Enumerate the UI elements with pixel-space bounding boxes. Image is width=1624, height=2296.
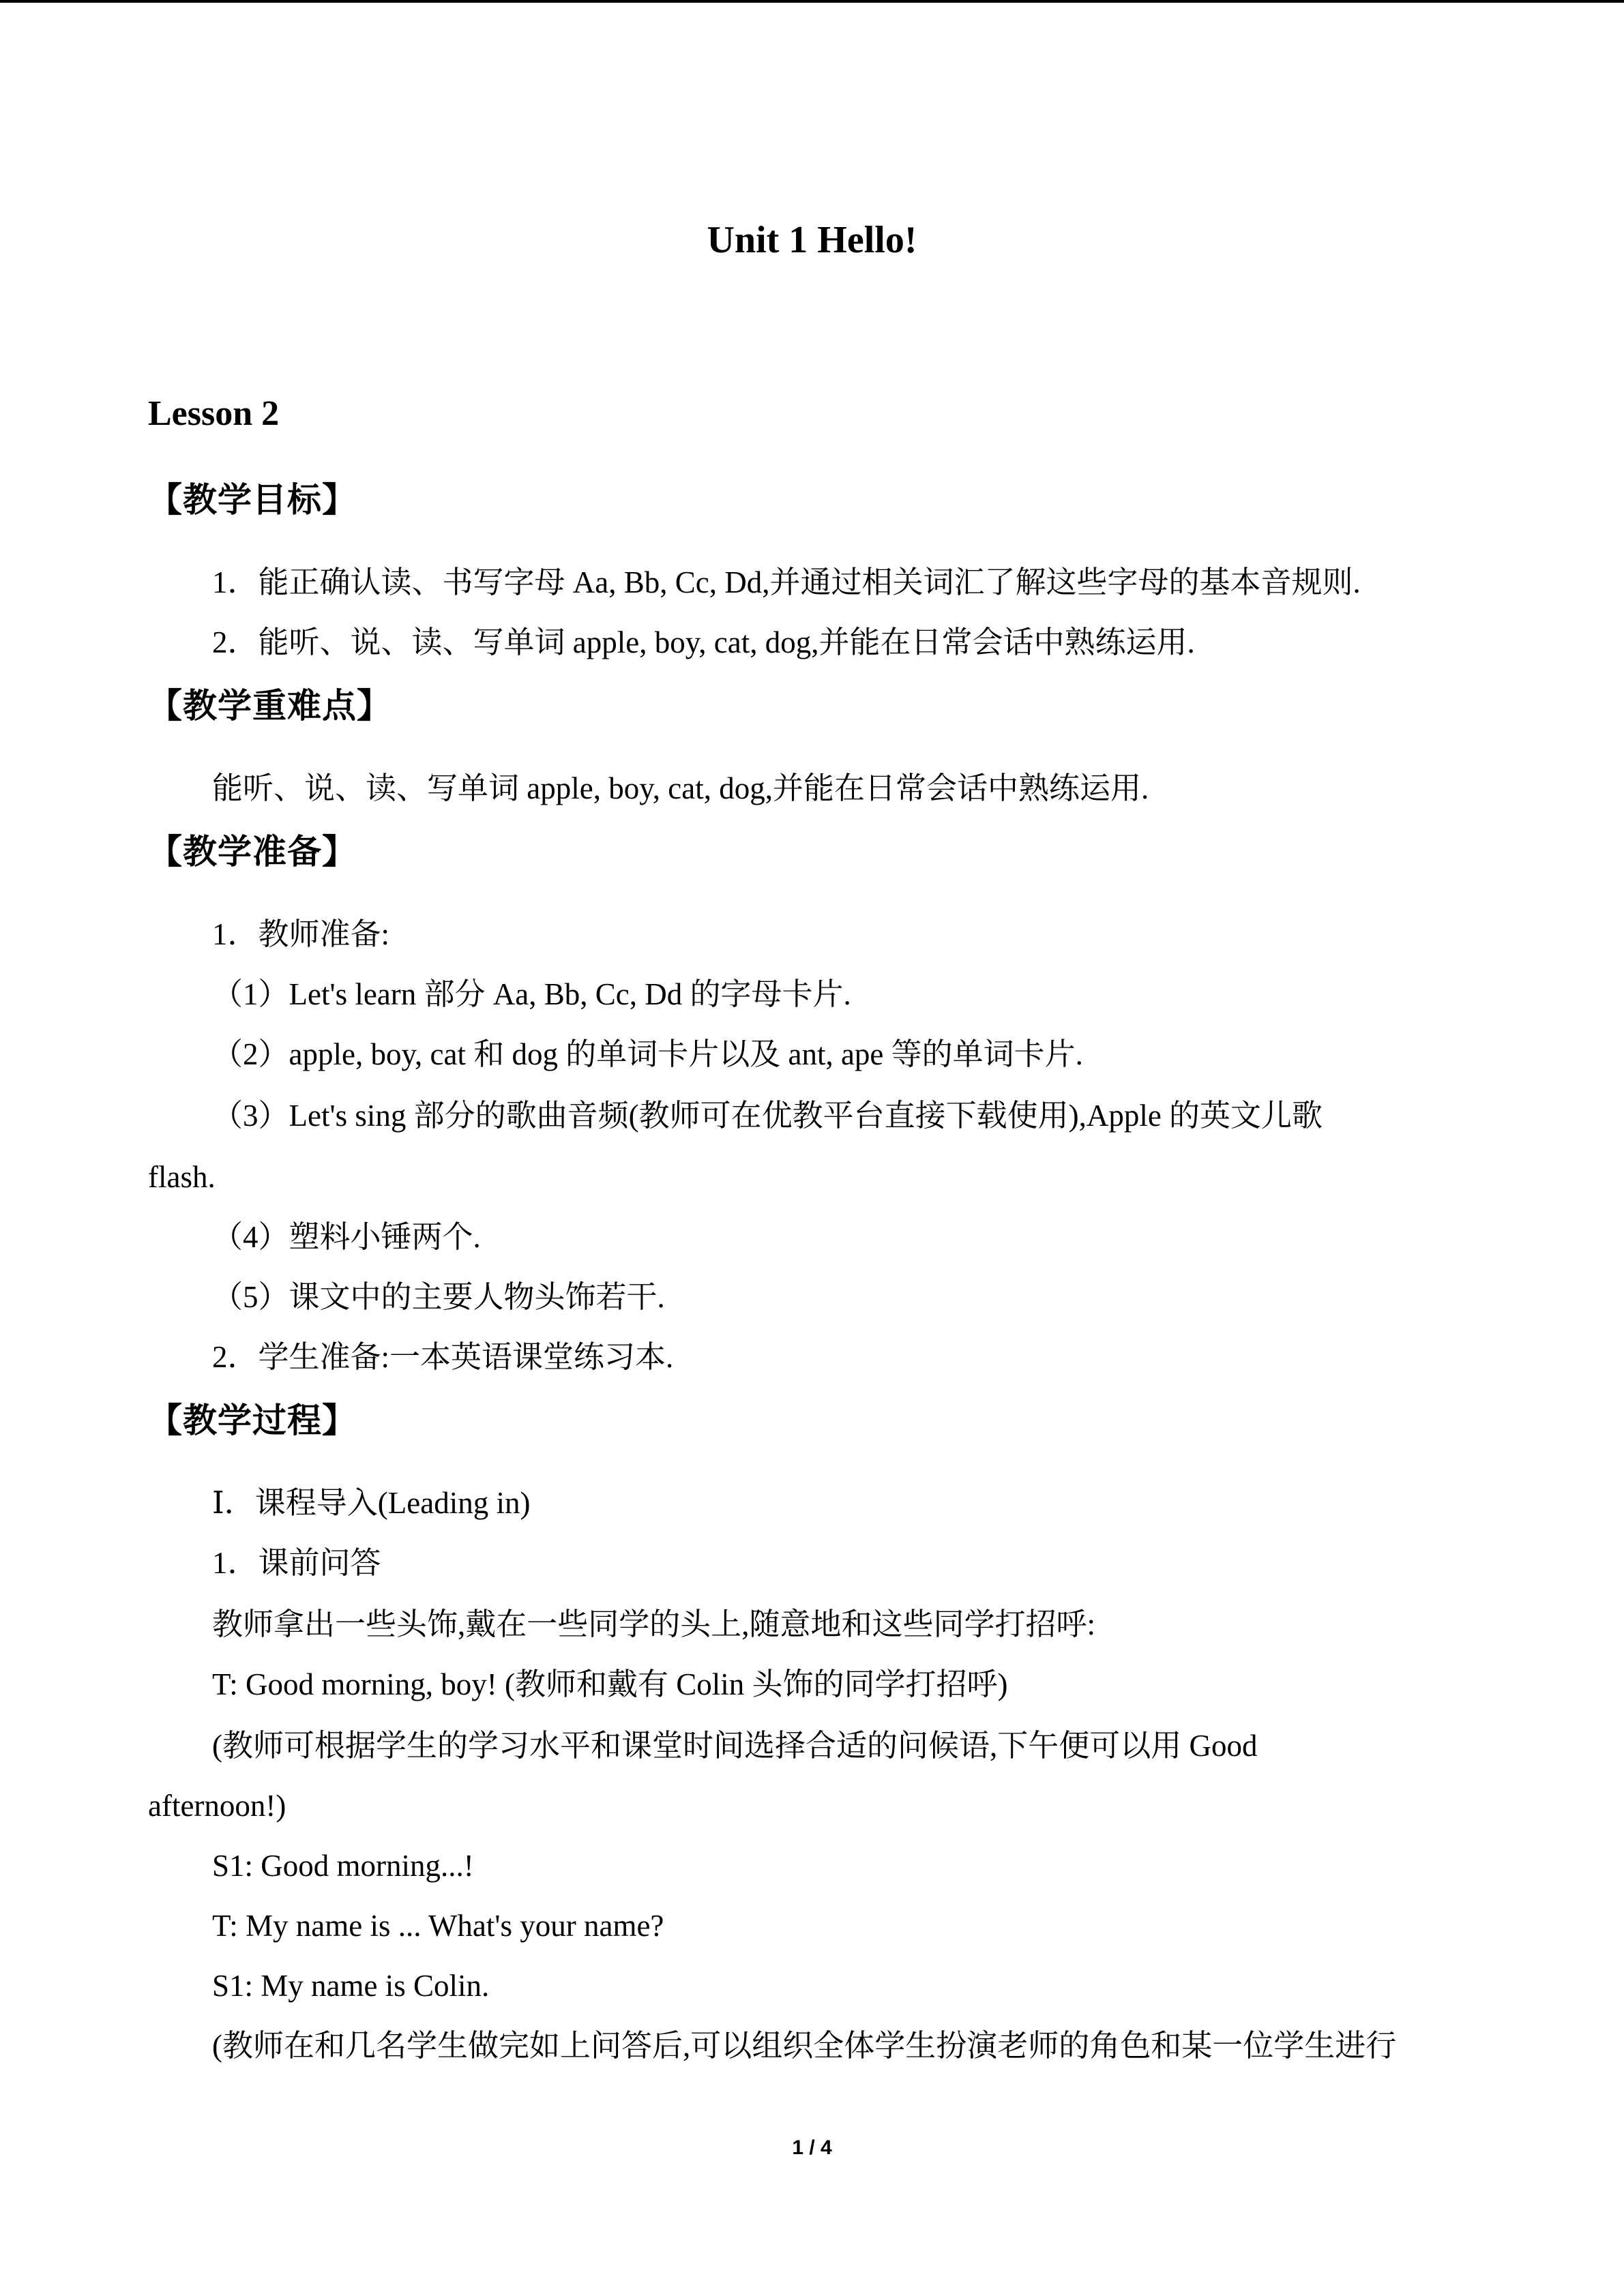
process-line: 教师拿出一些头饰,戴在一些同学的头上,随意地和这些同学打招呼: bbox=[212, 1607, 1096, 1641]
page-top-border bbox=[0, 0, 1624, 3]
section-heading-process: 【教学过程】 bbox=[148, 1401, 357, 1440]
teacher-prep-item: （4）塑料小锤两个. bbox=[212, 1220, 481, 1254]
teacher-prep-item-continuation: flash. bbox=[148, 1160, 216, 1194]
document-title: Unit 1 Hello! bbox=[707, 219, 917, 261]
teacher-prep-item: （5）课文中的主要人物头饰若干. bbox=[212, 1280, 665, 1314]
process-line: Ⅰ．课程导入(Leading in) bbox=[212, 1486, 531, 1520]
process-line: S1: My name is Colin. bbox=[212, 1969, 490, 2003]
process-line: S1: Good morning...! bbox=[212, 1849, 474, 1883]
page-number: 1 / 4 bbox=[792, 2136, 832, 2159]
process-line: 1．课前问答 bbox=[212, 1546, 381, 1580]
teacher-prep-item: （3）Let's sing 部分的歌曲音频(教师可在优教平台直接下载使用),Apple 的英文儿歌 bbox=[212, 1099, 1323, 1133]
process-line: T: My name is ... What's your name? bbox=[212, 1909, 664, 1943]
section-heading-key-points: 【教学重难点】 bbox=[148, 686, 392, 726]
objective-item: 1．能正确认读、书写字母 Aa, Bb, Cc, Dd,并通过相关词汇了解这些字母的基本音规则. bbox=[212, 565, 1361, 599]
lesson-heading: Lesson 2 bbox=[148, 394, 280, 433]
teacher-prep-item: （2）apple, boy, cat 和 dog 的单词卡片以及 ant, ape 等的单词卡片. bbox=[212, 1037, 1083, 1071]
process-line-continuation: afternoon!) bbox=[148, 1789, 286, 1823]
objective-item: 2．能听、说、读、写单词 apple, boy, cat, dog,并能在日常会话中熟练运用. bbox=[212, 625, 1195, 659]
process-line: (教师可根据学生的学习水平和课堂时间选择合适的问候语,下午便可以用 Good bbox=[212, 1729, 1258, 1763]
process-line: (教师在和几名学生做完如上问答后,可以组织全体学生扮演老师的角色和某一位学生进行 bbox=[212, 2029, 1397, 2063]
process-line: T: Good morning, boy! (教师和戴有 Colin 头饰的同学打招呼) bbox=[212, 1667, 1008, 1701]
section-heading-objectives: 【教学目标】 bbox=[148, 480, 357, 520]
section-heading-preparation: 【教学准备】 bbox=[148, 832, 357, 871]
teacher-prep-title: 1．教师准备: bbox=[212, 917, 390, 951]
student-prep-item: 2．学生准备:一本英语课堂练习本. bbox=[212, 1340, 674, 1374]
key-points-text: 能听、说、读、写单词 apple, boy, cat, dog,并能在日常会话中熟练运用. bbox=[212, 771, 1149, 805]
teacher-prep-item: （1）Let's learn 部分 Aa, Bb, Cc, Dd 的字母卡片. bbox=[212, 977, 851, 1011]
